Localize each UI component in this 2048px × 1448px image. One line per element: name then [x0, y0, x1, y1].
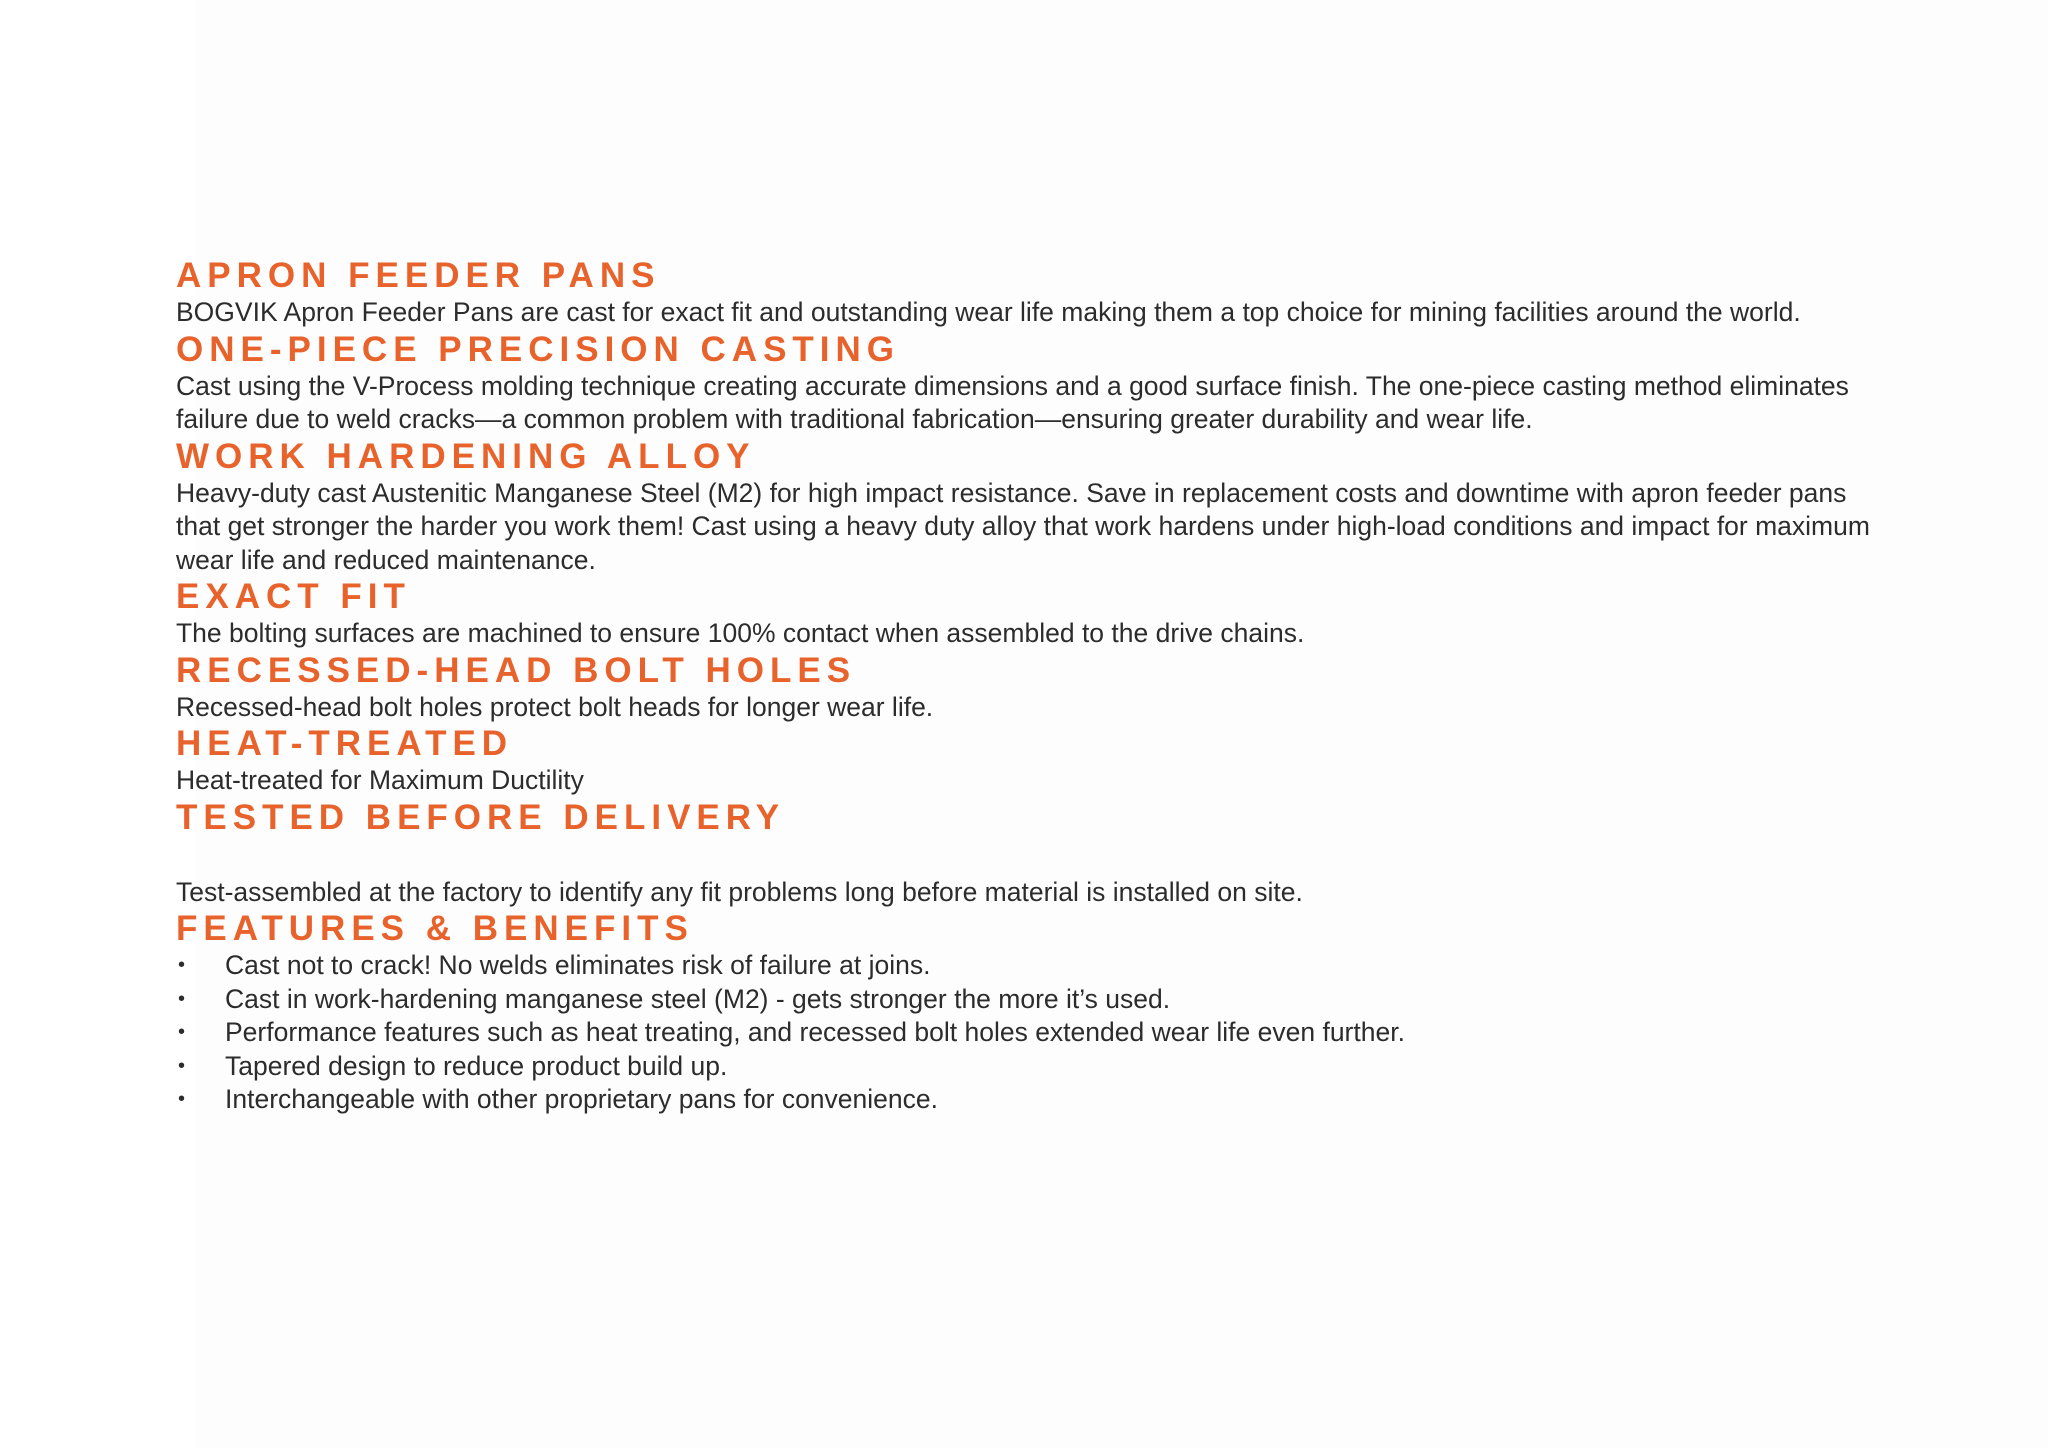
list-item-text: Cast not to crack! No welds eliminates risk of failure at joins.	[225, 950, 931, 980]
document-content	[176, 256, 1876, 1117]
list-item	[176, 1083, 1876, 1117]
section-text: BOGVIK Apron Feeder Pans are cast for exact fit and outstanding wear life making them a top choice for mining facilities around the world.	[176, 297, 1801, 327]
list-item	[176, 1016, 1876, 1050]
bullet-icon: •	[178, 1054, 186, 1077]
section-heading: ONE-PIECE PRECISION CASTING	[176, 329, 901, 369]
bullet-icon: •	[178, 987, 186, 1010]
bullet-icon: •	[178, 1088, 186, 1110]
section-exact-fit	[176, 577, 1876, 651]
section-heading: APRON FEEDER PANS	[176, 256, 661, 295]
section-features-benefits	[176, 909, 1876, 1117]
section-heading: RECESSED-HEAD BOLT HOLES	[176, 650, 857, 690]
list-item-text: Cast in work-hardening manganese steel (M2) - gets stronger the more it’s used.	[225, 983, 1171, 1014]
section-heading: EXACT FIT	[176, 577, 411, 616]
list-item-text: Performance features such as heat treating, and recessed bolt holes extended wear life even further.	[225, 1017, 1405, 1047]
section-spacer	[176, 838, 1876, 876]
section-heading: WORK HARDENING ALLOY	[176, 436, 756, 476]
section-heading: FEATURES & BENEFITS	[176, 909, 694, 948]
features-list	[176, 949, 1876, 1117]
section-text: Cast using the V-Process molding technique creating accurate dimensions and a good surface finish. The one-piece casting method eliminates failure due to weld cracks—a common problem with traditional fabrication—ensuring greater durability and wear life.	[176, 370, 1849, 434]
list-item-text: Tapered design to reduce product build up.	[225, 1050, 728, 1081]
list-item	[176, 983, 1876, 1017]
bullet-icon: •	[178, 954, 186, 976]
section-text: Recessed-head bolt holes protect bolt heads for longer wear life.	[176, 691, 934, 722]
section-text: Test-assembled at the factory to identify any fit problems long before material is installed on site.	[176, 876, 1303, 907]
bullet-icon: •	[178, 1021, 186, 1043]
section-text: The bolting surfaces are machined to ensure 100% contact when assembled to the drive chains.	[176, 618, 1305, 648]
section-heading: HEAT-TREATED	[176, 724, 514, 763]
section-text: Heat-treated for Maximum Ductility	[176, 765, 584, 795]
section-heading: TESTED BEFORE DELIVERY	[176, 797, 786, 837]
list-item	[176, 1050, 1876, 1084]
section-one-piece-casting	[176, 330, 1876, 437]
list-item-text: Interchangeable with other proprietary pans for convenience.	[225, 1084, 938, 1114]
section-work-hardening-alloy	[176, 437, 1876, 578]
section-text: Heavy-duty cast Austenitic Manganese Steel (M2) for high impact resistance. Save in replacement costs and downtime with apron feeder pans that get stronger the harder you work them! Cast using a heavy duty alloy that work hardens under high-load conditions and impact for maximum wear life and reduced maintenance.	[176, 477, 1870, 575]
list-item	[176, 949, 1876, 983]
section-recessed-head-bolt-holes	[176, 651, 1876, 725]
section-heat-treated	[176, 724, 1876, 798]
section-tested-before-delivery	[176, 798, 1876, 910]
section-apron-feeder-pans	[176, 256, 1876, 330]
